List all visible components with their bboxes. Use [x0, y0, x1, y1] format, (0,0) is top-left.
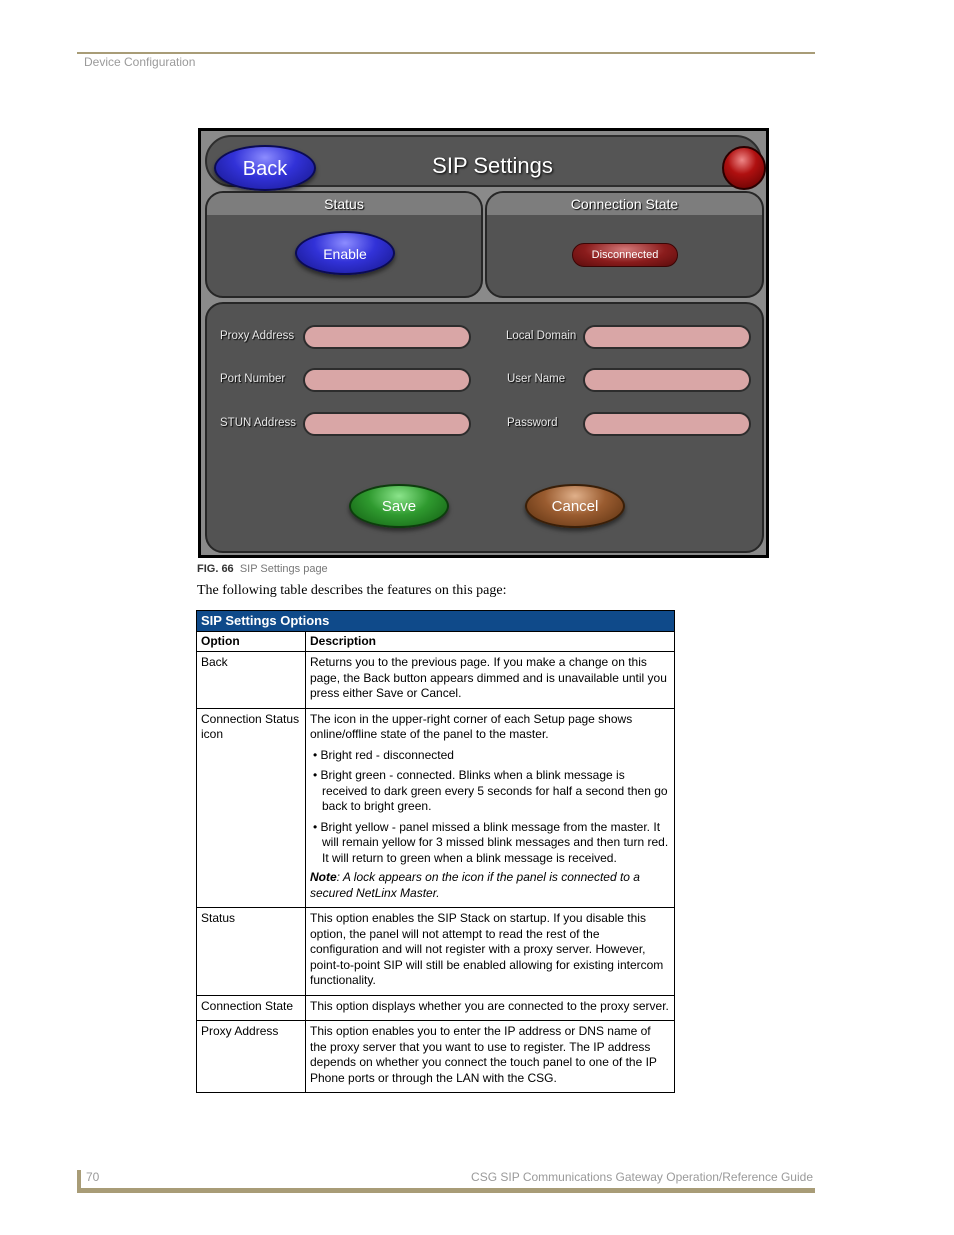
- bullet-item: • Bright red - disconnected: [313, 747, 454, 762]
- bullet-item: • Bright yellow - panel missed a blink message from the master. It will remain yellow for 3 missed blink messages and then turn red. It will return to green when a blink message is received.: [313, 819, 669, 865]
- section-header: Device Configuration: [84, 55, 196, 69]
- user-name-input[interactable]: [583, 368, 751, 392]
- table-row: [197, 908, 675, 996]
- status-header: Status: [207, 193, 481, 215]
- proxy-address-input[interactable]: [303, 325, 471, 349]
- enable-button[interactable]: Enable: [295, 231, 395, 275]
- cancel-button[interactable]: Cancel: [525, 484, 625, 528]
- port-number-input[interactable]: [303, 368, 471, 392]
- connection-state-header: Connection State: [487, 193, 762, 215]
- footer-rule: [77, 1188, 815, 1193]
- description-cell: [306, 708, 675, 908]
- figure-number: FIG. 66: [197, 563, 234, 575]
- save-button[interactable]: Save: [349, 484, 449, 528]
- local-domain-input[interactable]: [583, 325, 751, 349]
- stun-address-label: STUN Address: [220, 417, 297, 429]
- figure-caption: [197, 563, 328, 575]
- header-rule: [77, 52, 815, 54]
- option-cell: Proxy Address: [197, 1021, 306, 1093]
- connection-state-box: [485, 191, 764, 298]
- status-box: [205, 191, 483, 298]
- description-cell: Returns you to the previous page. If you make a change on this page, the Back button appears dimmed and is unavailable until you press either Save or Cancel.: [306, 652, 675, 709]
- option-cell: Status: [197, 908, 306, 996]
- table-row: [197, 1021, 675, 1093]
- column-header-description: Description: [306, 631, 675, 652]
- description-cell: This option displays whether you are connected to the proxy server.: [306, 995, 675, 1021]
- stun-address-input[interactable]: [303, 412, 471, 436]
- intro-text: The following table describes the features on this page:: [197, 583, 507, 598]
- fields-box: [205, 302, 764, 553]
- table-title: SIP Settings Options: [197, 611, 675, 632]
- connection-state-badge: Disconnected: [572, 243, 678, 267]
- description-text: The icon in the upper-right corner of each Setup page shows online/offline state of the panel to the master.: [310, 711, 633, 741]
- title-bar: [205, 135, 762, 187]
- page-number: 70: [86, 1170, 100, 1184]
- password-label: Password: [507, 417, 558, 429]
- proxy-address-label: Proxy Address: [220, 330, 295, 342]
- table-row: [197, 652, 675, 709]
- footer-title: CSG SIP Communications Gateway Operation/Reference Guide: [471, 1170, 813, 1184]
- screen-title: SIP Settings: [432, 153, 553, 178]
- password-input[interactable]: [583, 412, 751, 436]
- column-header-option: Option: [197, 631, 306, 652]
- table-row: [197, 708, 675, 908]
- description-cell: This option enables you to enter the IP address or DNS name of the proxy server that you want to use to register. The IP address depends on whether you connect the touch panel to one of the IP Phone ports or through the LAN with the CSG.: [306, 1021, 675, 1093]
- connection-status-icon: [722, 146, 766, 190]
- table-row: [197, 995, 675, 1021]
- option-cell: Connection State: [197, 995, 306, 1021]
- bullet-item: • Bright green - connected. Blinks when a blink message is received to dark green every 5 seconds for half a second then go back to bright green.: [313, 768, 668, 813]
- user-name-label: User Name: [507, 373, 566, 385]
- panel-background: [201, 131, 766, 555]
- sip-settings-options-table: [196, 610, 675, 1093]
- local-domain-label: Local Domain: [506, 330, 577, 342]
- back-button[interactable]: Back: [214, 145, 316, 191]
- sip-settings-screenshot: [198, 128, 769, 558]
- port-number-label: Port Number: [220, 373, 286, 385]
- note-text: Note: A lock appears on the icon if the panel is connected to a secured NetLinx Master.: [310, 870, 640, 900]
- figure-caption-text: SIP Settings page: [239, 563, 328, 575]
- option-cell: Connection Status icon: [197, 708, 306, 908]
- option-cell: Back: [197, 652, 306, 709]
- description-cell: This option enables the SIP Stack on startup. If you disable this option, the panel will not attempt to read the rest of the configuration and will not register with a proxy server. However, point-to-point SIP will still be enabled allowing for existing intercom functionality.: [306, 908, 675, 996]
